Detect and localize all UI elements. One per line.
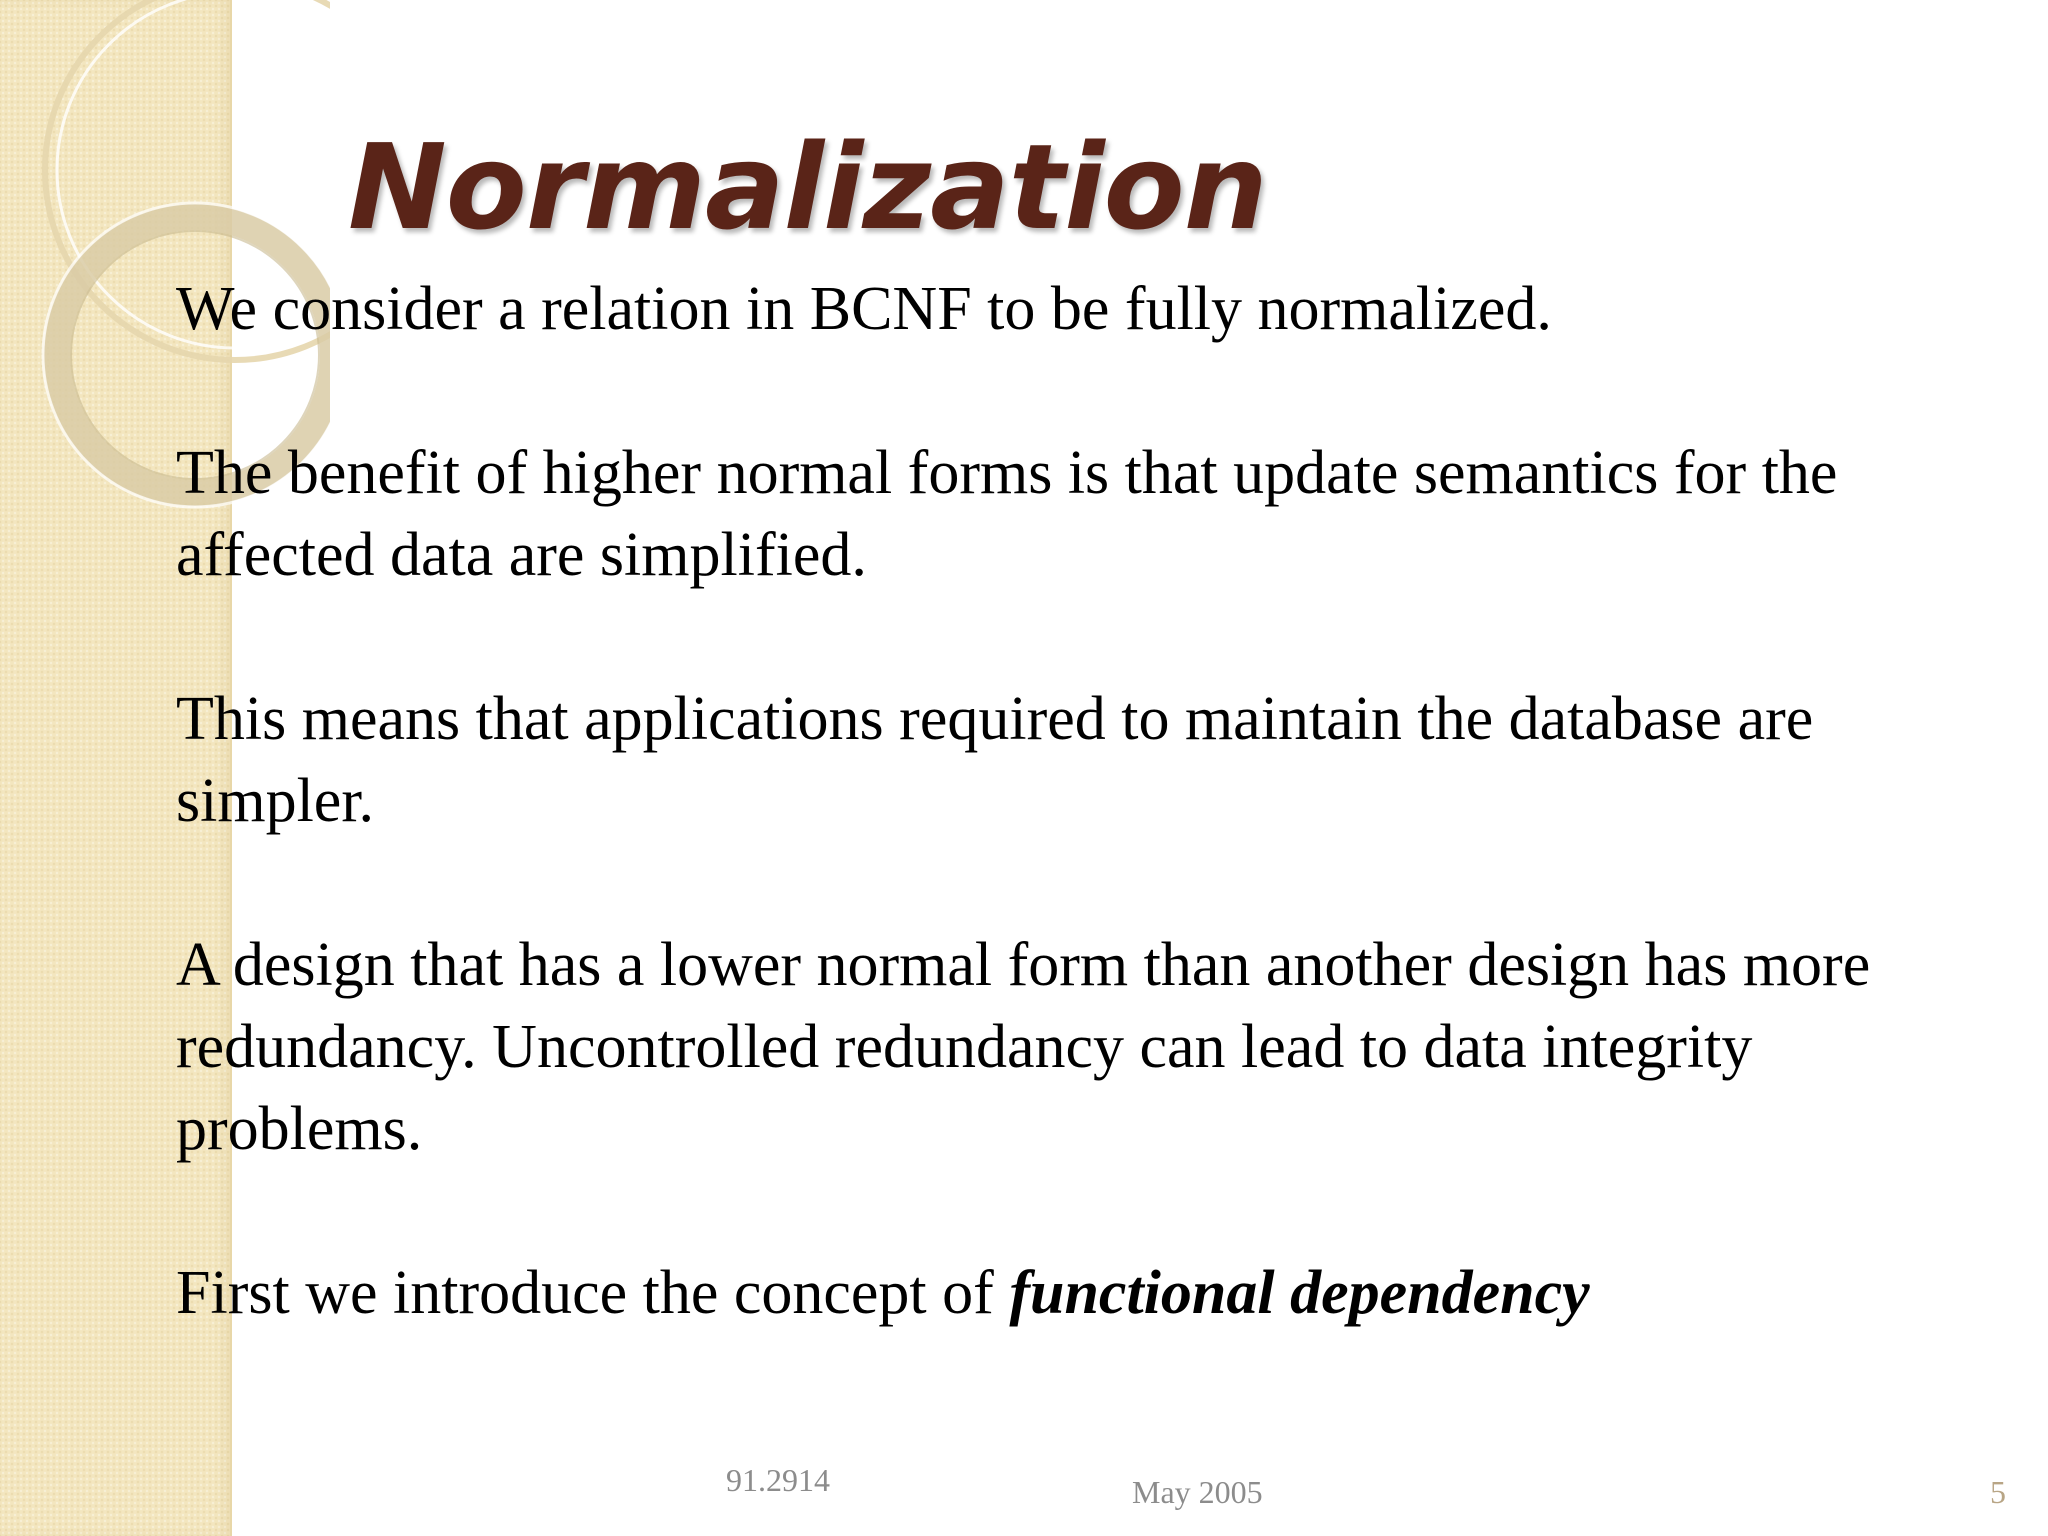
paragraph-bcnf: We consider a relation in BCNF to be fully normalized. [176,275,1552,343]
paragraph-applications: This means that applications required to maintain the database are simpler. [176,685,1814,835]
paragraph-redundancy: A design that has a lower normal form than another design has more redundancy. Uncontrolled redundancy can lead to data integrity problems. [176,931,1871,1163]
footer-date: May 2005 [1132,1474,1263,1510]
paragraph-functional-dependency [176,1252,1956,1334]
footer-page-number: 5 [1990,1474,2006,1510]
slide-title: Normalization [348,118,1267,256]
footer-course-number: 91.2914 [726,1462,830,1498]
paragraph-intro-text: First we introduce the concept of [176,1259,1010,1327]
paragraph-benefit: The benefit of higher normal forms is that update semantics for the affected data are simplified. [176,439,1838,589]
functional-dependency-term: functional dependency [1009,1259,1590,1327]
slide-body [176,268,1956,1334]
